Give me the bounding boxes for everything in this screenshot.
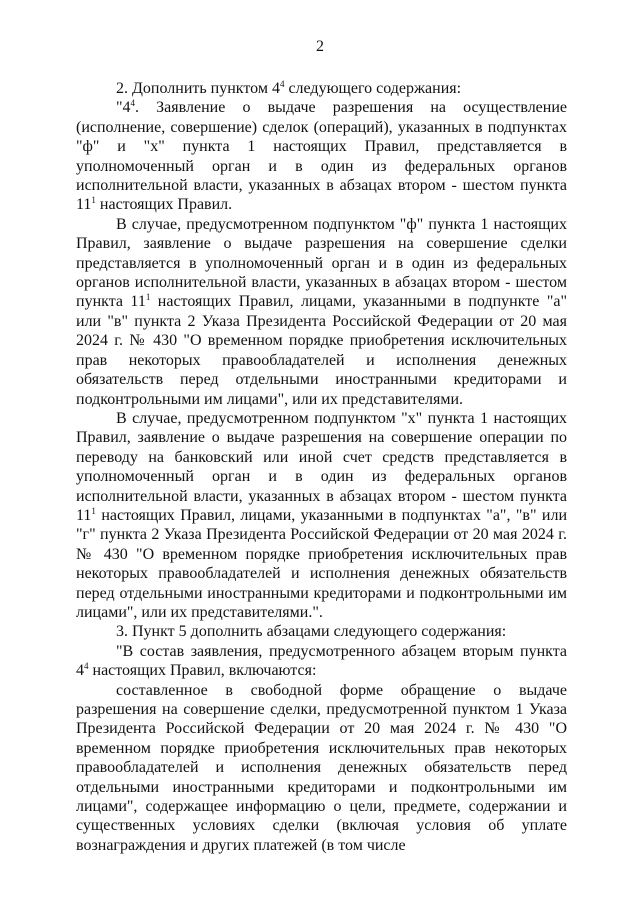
paragraph-1 bbox=[76, 79, 567, 98]
paragraph-2 bbox=[76, 98, 567, 214]
superscript-index: 4 bbox=[279, 79, 285, 89]
paragraph-text: "В состав заявления, предусмотренного абзацем вторым пункта 4 bbox=[76, 642, 567, 680]
paragraph-text: следующего содержания: bbox=[284, 80, 462, 97]
paragraph-text: настоящих Правил. bbox=[95, 196, 233, 214]
paragraph-text: настоящих Правил, лицами, указанными в подпунктах "а", "в" или "г" пункта 2 Указа Президента Российской Федерации от 20 мая 2024 г. № 430 "О временном порядке приобретения исключительных прав некоторых правообладателей и исполнения денежных обязательств перед отдельными иностранными кредиторами и подконтрольными им лицами", или их представителями.". bbox=[76, 506, 567, 621]
paragraph-5 bbox=[76, 622, 567, 641]
paragraph-text: настоящих Правил, включаются: bbox=[88, 662, 317, 680]
paragraph-7 bbox=[76, 681, 567, 856]
paragraph-text: настоящих Правил, лицами, указанными в подпункте "а" или "в" пункта 2 Указа Президента Российской Федерации от 20 мая 2024 г. № 430 "О временном порядке приобретения исключительных прав некоторых правообладателей и исполнения денежных обязательств перед отдельными иностранными кредиторами и подконтрольными им лицами", или их представителями. bbox=[76, 293, 568, 408]
paragraph-3 bbox=[76, 215, 567, 409]
superscript-index: 4 bbox=[130, 98, 136, 109]
superscript-index: 4 bbox=[84, 661, 89, 672]
paragraph-text: составленное в свободной форме обращение о выдаче разрешения на совершение сделки, предусмотренной пунктом 1 Указа Президента Российской Федерации от 20 мая 2024 г. № 430 "О временном порядке приобретения исключительных прав некоторых правообладателей и исполнения денежных обязательств перед отдельными иностранными кредиторами и подконтрольными им лицами", содержащее информацию о цели, предмете, содержании и существенных условиях сделки (включая условия об уплате вознаграждения и других платежей (в том числе bbox=[76, 681, 567, 854]
paragraph-text: 3. Пункт 5 дополнить абзацами следующего содержания: bbox=[116, 623, 507, 641]
paragraph-6 bbox=[76, 642, 567, 681]
document-body bbox=[76, 79, 567, 855]
paragraph-4 bbox=[76, 409, 567, 622]
superscript-index: 1 bbox=[91, 195, 96, 206]
superscript-index: 1 bbox=[91, 505, 96, 516]
paragraph-text: 2. Дополнить пунктом 4 bbox=[116, 80, 280, 97]
paragraph-text: В случае, предусмотренном подпунктом "ф" пункта 1 настоящих Правил, заявление о выдаче разрешения на совершение сделки представляется в уполномоченный орган и в один из федеральных органов исполнительной власти, указанных в абзацах втором - шестом пункта 11 bbox=[76, 215, 567, 311]
paragraph-text: "4 bbox=[116, 99, 131, 117]
superscript-index: 1 bbox=[145, 292, 151, 303]
paragraph-text: . Заявление о выдаче разрешения на осуществление (исполнение, совершение) сделок (операций), указанных в подпунктах "ф" и "х" пункта 1 настоящих Правил, представляется в уполномоченный орган и в один из федеральных органов исполнительной власти, указанных в абзацах втором - шестом пункта 11 bbox=[76, 99, 567, 214]
paragraph-text: В случае, предусмотренном подпунктом "х" пункта 1 настоящих Правил, заявление о выдаче разрешения на совершение операции по переводу на банковский или иной счет средств представляется в уполномоченный орган и в один из федеральных органов исполнительной власти, указанных в абзацах втором - шестом пункта 11 bbox=[76, 409, 567, 524]
page-number: 2 bbox=[316, 38, 324, 55]
